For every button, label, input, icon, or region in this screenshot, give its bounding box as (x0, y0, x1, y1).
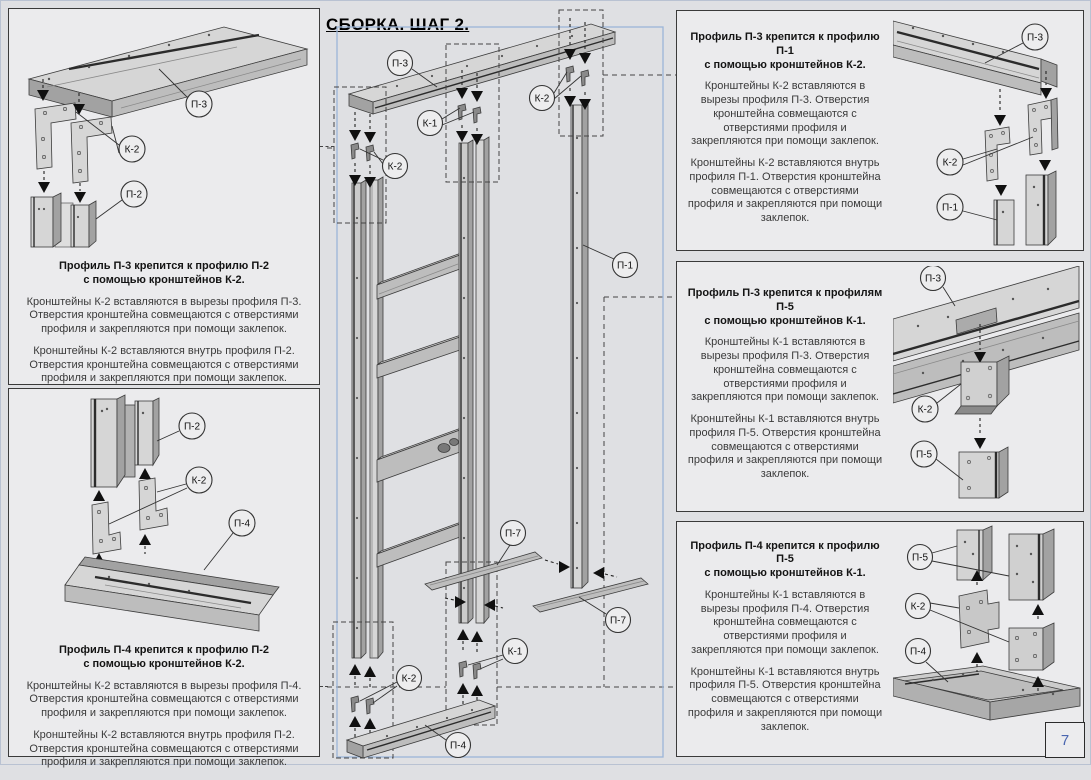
panel-text (677, 262, 893, 511)
heading-line2: с помощью кронштейнов К-1. (704, 567, 866, 580)
drawing-frame (337, 27, 663, 757)
svg-text:П-3: П-3 (1026, 32, 1044, 44)
page-number: 7 (1060, 731, 1070, 749)
svg-text:П-5: П-5 (911, 552, 929, 564)
panel-p3-to-p2 (8, 8, 320, 385)
svg-text:П-7: П-7 (504, 528, 522, 540)
page-title: СБОРКА. ШАГ 2. (326, 15, 470, 34)
part-label-p5 (911, 441, 963, 480)
svg-text:П-2: П-2 (125, 189, 143, 201)
heading-line1: Профиль П-3 крепится к профилю П-2 (58, 260, 270, 272)
part-label-p1 (937, 194, 997, 220)
cross-bars (377, 252, 464, 567)
panel-paragraph-2: Кронштейны К-2 вставляются внутрь профиля П-2. Отверстия кронштейна совмещаются с отверстиями профиля и закрепляются при помощи заклепок. (29, 344, 299, 385)
heading-line1: Профиль П-3 крепится к профилю П-1 (690, 31, 880, 57)
svg-text:П-1: П-1 (616, 260, 634, 272)
svg-text:П-3: П-3 (391, 58, 409, 70)
profile-p2-posts (91, 395, 159, 487)
panel-heading (687, 31, 883, 72)
svg-text:К-1: К-1 (507, 646, 523, 658)
part-label-k2 (937, 137, 1033, 175)
part-label-p4 (204, 510, 255, 570)
connector-dash-left-top (320, 146, 334, 147)
panel-text (9, 254, 319, 396)
panel-paragraph-2: Кронштейны К-1 вставляются внутрь профиля П-5. Отверстия кронштейна совмещаются с отверстиями профиля и закрепляются при помощи заклепок. (687, 665, 883, 733)
panel-p4-to-p5 (676, 521, 1084, 757)
bracket-k2-b (139, 478, 168, 530)
panel-heading (687, 287, 883, 328)
profile-p2-posts (31, 193, 96, 247)
part-label-p7-b (579, 597, 631, 633)
panel-paragraph-2: Кронштейны К-1 вставляются внутрь профиля П-5. Отверстия кронштейна совмещаются с отверстиями профиля и закрепляются при помощи заклепок. (687, 413, 883, 481)
part-label-p1 (583, 245, 638, 278)
bracket-k2-a (35, 103, 76, 169)
profile-p4-rail (65, 557, 279, 631)
drawing-p3-k2-p5 (893, 266, 1083, 509)
profile-p5-plates (957, 526, 1054, 600)
connector-dash-left-bottom (320, 686, 328, 687)
drawing-p2-k2-p4 (9, 389, 319, 633)
bracket-k2-icon (366, 698, 374, 714)
heading-line2: с помощью кронштейнов К-2. (83, 273, 245, 286)
panel-p4-to-p2 (8, 388, 320, 769)
panel-text (677, 11, 893, 250)
profile-p7-rail-b (533, 567, 648, 612)
bracket-k2-icon (566, 66, 574, 82)
bracket-k2-icon (581, 70, 589, 86)
svg-text:П-4: П-4 (233, 518, 251, 530)
heading-line1: Профиль П-4 крепится к профилю П-2 (58, 644, 270, 656)
profile-p1-post (571, 102, 588, 588)
profile-p1-posts (994, 171, 1056, 245)
svg-text:К-2: К-2 (942, 157, 958, 169)
panel-text (9, 638, 319, 780)
panel-heading (21, 260, 307, 288)
panel-paragraph-1: Кронштейны К-1 вставляются в вырезы профиля П-4. Отверстия кронштейна совмещаются с отверстиями профиля и закрепляются при помощи заклепок. (691, 588, 879, 656)
svg-text:П-3: П-3 (924, 273, 942, 285)
svg-text:К-2: К-2 (401, 673, 417, 685)
bracket-k2-icon (351, 696, 359, 712)
main-assembly-drawing (327, 8, 676, 760)
bracket-k1-icon (459, 661, 467, 677)
svg-text:П-2: П-2 (183, 421, 201, 433)
left-posts-p2 (352, 177, 383, 658)
bracket-k2-a (959, 590, 999, 648)
heading-line2: с помощью кронштейнов К-2. (704, 58, 866, 71)
bracket-k1-icon (473, 663, 481, 679)
svg-text:П-1: П-1 (941, 202, 959, 214)
panel-p3-to-p5 (676, 261, 1084, 512)
panel-paragraph-1: Кронштейны К-2 вставляются в вырезы профиля П-3. Отверстия кронштейна совмещаются с отверстиями профиля и закрепляются при помощи заклепок. (26, 295, 302, 335)
middle-posts (459, 137, 489, 623)
panel-text (677, 522, 893, 756)
svg-text:П-4: П-4 (449, 740, 467, 752)
bracket-k2-icon (351, 143, 359, 159)
svg-text:К-2: К-2 (917, 404, 933, 416)
drawing-p5-k2-p4 (893, 524, 1083, 754)
svg-text:К-2: К-2 (534, 93, 550, 105)
panel-paragraph-1: Кронштейны К-2 вставляются в вырезы профиля П-3. Отверстия кронштейна совмещаются с отверстиями профиля и закрепляются при помощи заклепок. (691, 80, 879, 148)
panel-paragraph-1: Кронштейны К-1 вставляются в вырезы профиля П-3. Отверстия кронштейна совмещаются с отверстиями профиля и закрепляются при помощи заклепок. (691, 336, 879, 404)
drawing-p3-k2-p1 (893, 15, 1083, 248)
bracket-k2-icon (366, 145, 374, 161)
bracket-k2-b (71, 117, 112, 183)
page-number-box (1045, 722, 1085, 758)
bracket-k2-plate (955, 356, 1009, 414)
panel-paragraph-1: Кронштейны К-2 вставляются в вырезы профиля П-4. Отверстия кронштейна совмещаются с отверстиями профиля и закрепляются при помощи заклепок. (26, 679, 302, 719)
svg-text:П-4: П-4 (909, 646, 927, 658)
svg-text:П-5: П-5 (915, 449, 933, 461)
svg-text:П-3: П-3 (190, 99, 208, 111)
panel-p3-to-p1 (676, 10, 1084, 251)
svg-text:К-2: К-2 (910, 601, 926, 613)
part-label-p2 (157, 413, 205, 441)
bracket-k2-b (1028, 98, 1058, 155)
svg-text:К-2: К-2 (191, 475, 207, 487)
drawing-p3-k2-p2 (9, 9, 319, 249)
svg-text:К-2: К-2 (124, 144, 140, 156)
heading-line2: с помощью кронштейнов К-2. (83, 657, 245, 670)
panel-paragraph-2: Кронштейны К-2 вставляются внутрь профиля П-1. Отверстия кронштейна совмещаются с отверстиями профиля и закрепляются при помощи заклепок. (687, 157, 883, 225)
svg-text:П-7: П-7 (609, 615, 627, 627)
bracket-k2-b (1009, 623, 1054, 670)
bracket-k1-icon (473, 107, 481, 123)
svg-text:К-1: К-1 (422, 118, 438, 130)
panel-paragraph-2: Кронштейны К-2 вставляются внутрь профиля П-2. Отверстия кронштейна совмещаются с отверстиями профиля и закрепляются при помощи заклепок. (29, 728, 299, 769)
heading-line1: Профиль П-3 крепится к профилям П-5 (687, 287, 883, 313)
svg-text:К-2: К-2 (387, 161, 403, 173)
heading-line1: Профиль П-4 крепится к профилю П-5 (690, 539, 880, 566)
heading-line2: с помощью кронштейнов К-1. (704, 314, 866, 327)
part-label-p3 (921, 266, 956, 306)
panel-heading (687, 540, 883, 581)
profile-p4-tray (893, 666, 1080, 720)
part-label-p2 (96, 181, 147, 219)
bracket-k2-a (92, 502, 121, 554)
bracket-k2-a (985, 127, 1010, 181)
panel-heading (21, 644, 307, 672)
profile-p5-plate (959, 447, 1008, 498)
